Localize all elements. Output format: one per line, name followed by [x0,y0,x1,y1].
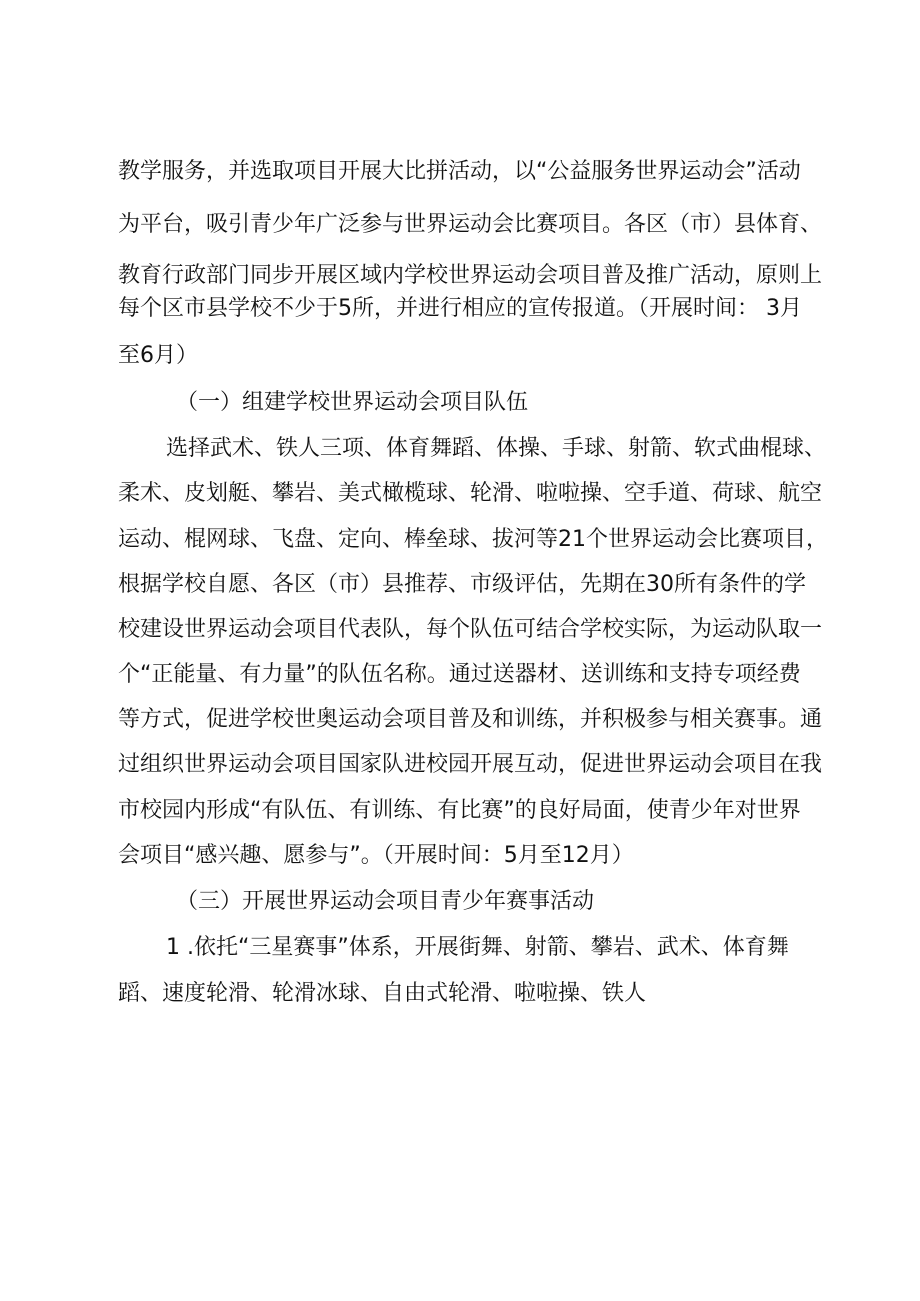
paragraph-line: 教育行政部门同步开展区域内学校世界运动会项目普及推广活动，原则上 [118,263,823,288]
paragraph-line: 教学服务，并选取项目开展大比拼活动，以“公益服务世界运动会”活动 [118,159,801,184]
paragraph-line: 蹈、速度轮滑、轮滑冰球、自由式轮滑、啦啦操、铁人 [118,981,647,1006]
paragraph-line: 柔术、皮划艇、攀岩、美式橄榄球、轮滑、啦啦操、空手道、荷球、航空 [118,481,823,506]
paragraph-line: 个“正能量、有力量”的队伍名称。通过送器材、送训练和支持专项经费 [118,662,801,687]
section-heading-1: （一）组建学校世界运动会项目队伍 [176,390,529,415]
paragraph-line: 会项目“感兴趣、愿参与”。（开展时间：5月至12月） [118,843,634,868]
paragraph-line: 每个区市县学校不少于5所，并进行相应的宣传报道。（开展时间： 3月 [118,296,802,321]
paragraph-line: 等方式，促进学校世奥运动会项目普及和训练，并积极参与相关赛事。通 [118,707,823,732]
paragraph-line: 校建设世界运动会项目代表队，每个队伍可结合学校实际，为运动队取一 [118,617,823,642]
paragraph-line: 市校园内形成“有队伍、有训练、有比赛”的良好局面，使青少年对世界 [118,798,801,823]
paragraph-line: 为平台，吸引青少年广泛参与世界运动会比赛项目。各区（市）县体育、 [118,212,823,237]
section-heading-3: （三）开展世界运动会项目青少年赛事活动 [176,889,595,914]
paragraph-line: 过组织世界运动会项目国家队进校园开展互动，促进世界运动会项目在我 [118,752,823,777]
paragraph-line: 至6月） [118,343,198,368]
paragraph-line: 选择武术、铁人三项、体育舞蹈、体操、手球、射箭、软式曲棍球、 [166,436,827,461]
paragraph-line: 1 .依托“三星赛事”体系，开展街舞、射箭、攀岩、武术、体育舞 [166,935,789,960]
paragraph-line: 根据学校自愿、各区（市）县推荐、市级评估，先期在30所有条件的学 [118,572,806,597]
paragraph-line: 运动、棍网球、飞盘、定向、棒垒球、拔河等21个世界运动会比赛项目， [118,527,828,552]
